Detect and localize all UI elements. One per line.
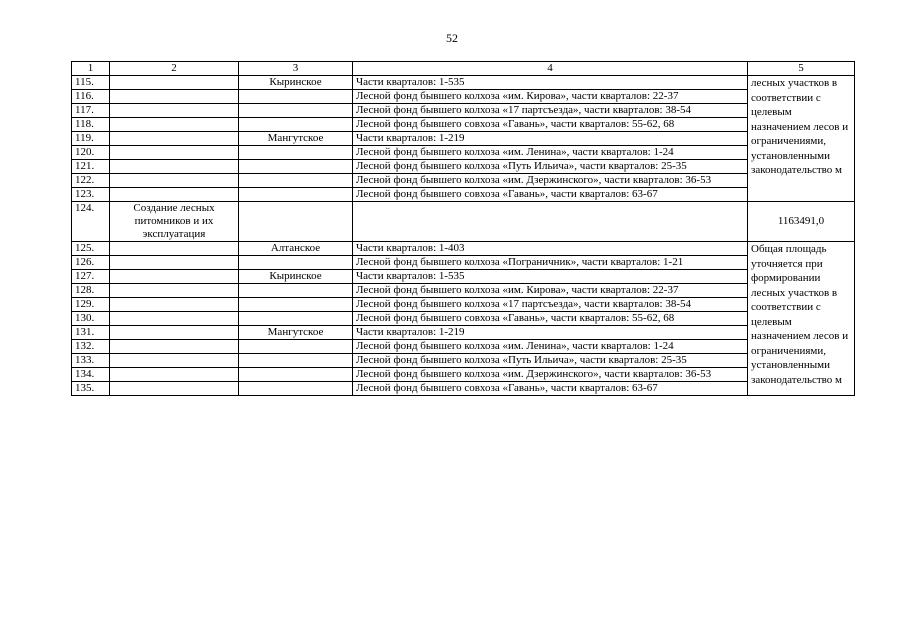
purpose-cell [110, 270, 239, 284]
table-header-row [72, 62, 855, 76]
row-number: 119. [72, 132, 110, 146]
header-col-2: 2 [110, 62, 239, 76]
table-row [72, 188, 855, 202]
row-number: 116. [72, 90, 110, 104]
row-number: 115. [72, 76, 110, 90]
purpose-cell [110, 76, 239, 90]
row-number: 134. [72, 368, 110, 382]
row-number: 130. [72, 312, 110, 326]
quarters-description: Лесной фонд бывшего колхоза «Путь Ильича», части кварталов: 25-35 [353, 160, 748, 174]
quarters-description: Лесной фонд бывшего колхоза «им. Ленина», части кварталов: 1-24 [353, 146, 748, 160]
quarters-description: Лесной фонд бывшего колхоза «Пограничник», части кварталов: 1-21 [353, 256, 748, 270]
quarters-description: Лесной фонд бывшего колхоза «17 партсъезда», части кварталов: 38-54 [353, 298, 748, 312]
note-cell: Общая площадь уточняется при формировании лесных участков в соответствии с целевым назначением лесов и ограничениями, установленными законодательство м [748, 242, 855, 396]
purpose-cell [110, 256, 239, 270]
district-cell [239, 188, 353, 202]
quarters-description: Лесной фонд бывшего колхоза «им. Кирова», части кварталов: 22-37 [353, 284, 748, 298]
quarters-description: Лесной фонд бывшего колхоза «Путь Ильича», части кварталов: 25-35 [353, 354, 748, 368]
district-cell [239, 160, 353, 174]
table-row [72, 340, 855, 354]
quarters-description: Части кварталов: 1-219 [353, 326, 748, 340]
row-number: 124. [72, 202, 110, 242]
header-col-4: 4 [353, 62, 748, 76]
quarters-description: Лесной фонд бывшего колхоза «им. Ленина», части кварталов: 1-24 [353, 340, 748, 354]
row-number: 120. [72, 146, 110, 160]
row-number: 127. [72, 270, 110, 284]
table-row [72, 312, 855, 326]
row-number: 118. [72, 118, 110, 132]
district-cell: Кыринское [239, 270, 353, 284]
district-cell [239, 298, 353, 312]
row-number: 135. [72, 382, 110, 396]
district-cell: Мангутское [239, 132, 353, 146]
purpose-cell [110, 340, 239, 354]
table-row [72, 90, 855, 104]
table-row [72, 132, 855, 146]
district-cell [239, 202, 353, 242]
row-number: 126. [72, 256, 110, 270]
district-cell [239, 118, 353, 132]
table-row [72, 354, 855, 368]
row-number: 131. [72, 326, 110, 340]
row-number: 129. [72, 298, 110, 312]
table-row [72, 146, 855, 160]
quarters-description: Лесной фонд бывшего совхоза «Гавань», части кварталов: 63-67 [353, 188, 748, 202]
quarters-description: Лесной фонд бывшего совхоза «Гавань», части кварталов: 55-62, 68 [353, 312, 748, 326]
page-number: 52 [446, 31, 458, 45]
table-row [72, 202, 855, 242]
district-cell [239, 146, 353, 160]
district-cell [239, 256, 353, 270]
table-row [72, 242, 855, 256]
table-row [72, 368, 855, 382]
purpose-cell [110, 382, 239, 396]
row-number: 128. [72, 284, 110, 298]
purpose-cell [110, 188, 239, 202]
quarters-description: Лесной фонд бывшего колхоза «им. Дзержинского», части кварталов: 36-53 [353, 174, 748, 188]
purpose-cell: Создание лесных питомников и их эксплуатация [110, 202, 239, 242]
row-number: 121. [72, 160, 110, 174]
quarters-description: Части кварталов: 1-535 [353, 76, 748, 90]
district-cell [239, 354, 353, 368]
quarters-description: Лесной фонд бывшего колхоза «им. Дзержинского», части кварталов: 36-53 [353, 368, 748, 382]
table-row [72, 270, 855, 284]
row-number: 125. [72, 242, 110, 256]
table-row [72, 104, 855, 118]
note-continued-cell: лесных участков в соответствии с целевым назначением лесов и ограничениями, установленными законодательство м [748, 76, 855, 202]
district-cell [239, 90, 353, 104]
table-row [72, 326, 855, 340]
purpose-cell [110, 132, 239, 146]
table-row [72, 382, 855, 396]
purpose-cell [110, 368, 239, 382]
district-cell [239, 284, 353, 298]
purpose-cell [110, 160, 239, 174]
purpose-cell [110, 174, 239, 188]
purpose-cell [110, 146, 239, 160]
quarters-description: Лесной фонд бывшего колхоза «им. Кирова», части кварталов: 22-37 [353, 90, 748, 104]
forest-fund-table [71, 61, 855, 396]
header-col-5: 5 [748, 62, 855, 76]
table-row [72, 298, 855, 312]
header-col-1: 1 [72, 62, 110, 76]
district-cell: Мангутское [239, 326, 353, 340]
purpose-cell [110, 242, 239, 256]
row-number: 133. [72, 354, 110, 368]
table-row [72, 284, 855, 298]
district-cell: Алтанское [239, 242, 353, 256]
quarters-description: Лесной фонд бывшего совхоза «Гавань», части кварталов: 55-62, 68 [353, 118, 748, 132]
table-row [72, 118, 855, 132]
quarters-description: Части кварталов: 1-535 [353, 270, 748, 284]
table-row [72, 76, 855, 90]
quarters-description: Части кварталов: 1-219 [353, 132, 748, 146]
table-row [72, 160, 855, 174]
row-number: 132. [72, 340, 110, 354]
purpose-cell [110, 298, 239, 312]
district-cell [239, 174, 353, 188]
district-cell: Кыринское [239, 76, 353, 90]
purpose-cell [110, 104, 239, 118]
purpose-cell [110, 90, 239, 104]
table-row [72, 256, 855, 270]
quarters-description: Лесной фонд бывшего совхоза «Гавань», части кварталов: 63-67 [353, 382, 748, 396]
purpose-cell [110, 312, 239, 326]
district-cell [239, 104, 353, 118]
district-cell [239, 312, 353, 326]
row-number: 117. [72, 104, 110, 118]
table-row [72, 174, 855, 188]
purpose-cell [110, 118, 239, 132]
quarters-description: Части кварталов: 1-403 [353, 242, 748, 256]
quarters-description: Лесной фонд бывшего колхоза «17 партсъезда», части кварталов: 38-54 [353, 104, 748, 118]
row-number: 122. [72, 174, 110, 188]
row-number: 123. [72, 188, 110, 202]
purpose-cell [110, 326, 239, 340]
area-value-cell: 1163491,0 [748, 202, 855, 242]
quarters-description [353, 202, 748, 242]
purpose-cell [110, 284, 239, 298]
district-cell [239, 368, 353, 382]
district-cell [239, 382, 353, 396]
district-cell [239, 340, 353, 354]
header-col-3: 3 [239, 62, 353, 76]
purpose-cell [110, 354, 239, 368]
